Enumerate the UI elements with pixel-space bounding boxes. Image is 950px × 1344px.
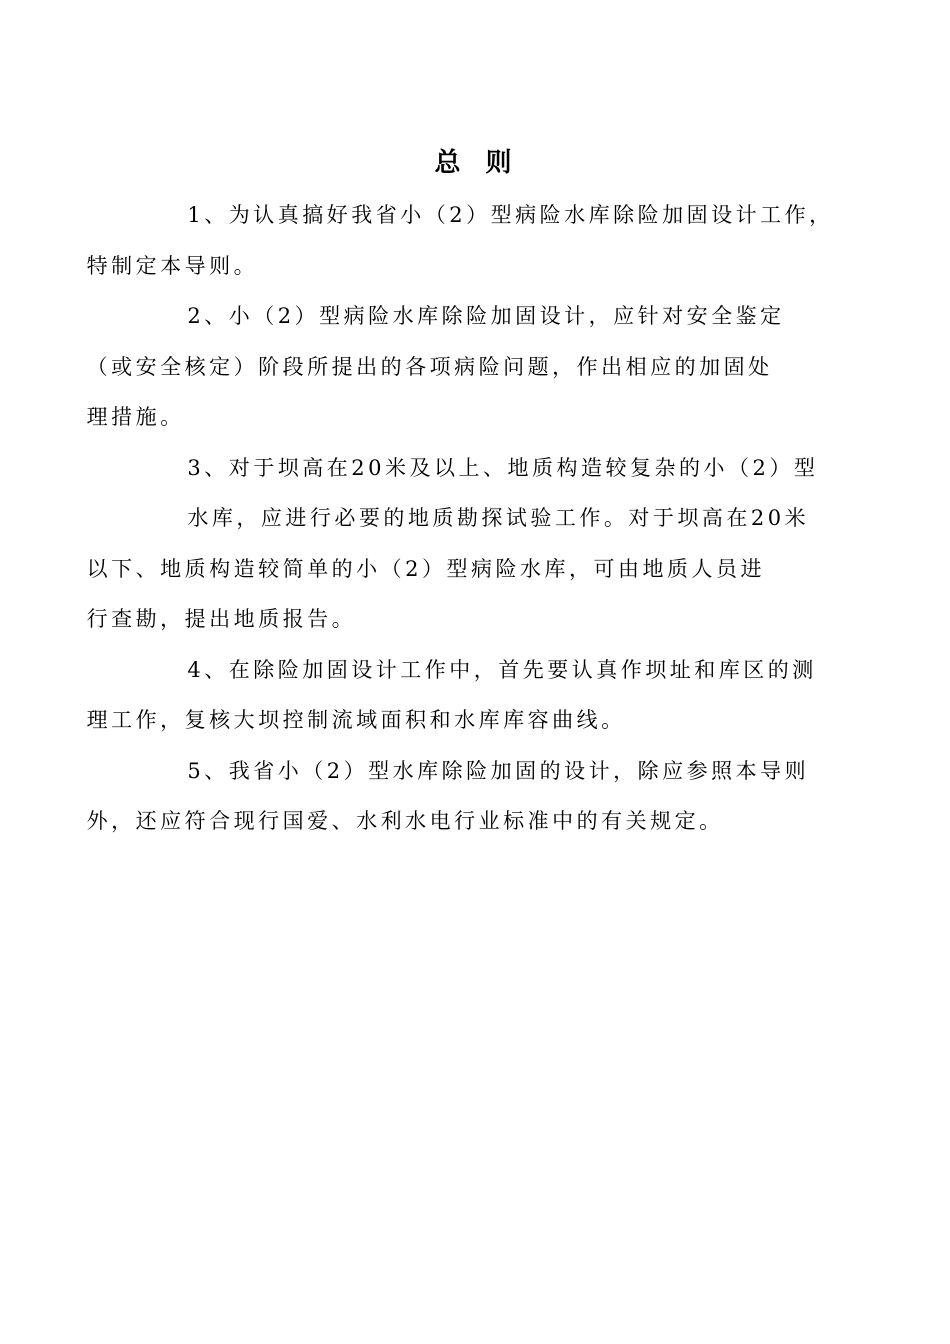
- paragraph-line: 1、为认真搞好我省小（2）型病险水库除险加固设计工作，: [187, 203, 834, 227]
- paragraph-line: 4、在除险加固设计工作中，首先要认真作坝址和库区的测: [187, 657, 817, 682]
- document-body: [86, 190, 834, 847]
- paragraph-line: 2、小（2）型病险水库除险加固设计，应针对安全鉴定: [187, 304, 785, 328]
- paragraph-line: 3、对于坝高在20米及以上、地质构造较复杂的小（2）型: [187, 455, 819, 480]
- paragraph-line: （或安全核定）阶段所提出的各项病险问题，作出相应的加固处: [86, 354, 773, 379]
- document-page: [86, 0, 834, 1344]
- paragraph-line: 理措施。: [86, 405, 185, 429]
- paragraph-line: 外，还应符合现行国爱、水利水电行业标准中的有关规定。: [86, 809, 724, 833]
- paragraph-2: [86, 291, 817, 443]
- paragraph-5: [86, 746, 817, 847]
- paragraph-line: 5、我省小（2）型水库除险加固的设计，除应参照本导则: [187, 758, 810, 783]
- paragraph-line: 特制定本导则。: [86, 253, 259, 278]
- paragraph-line: 以下、地质构造较简单的小（2）型病险水库，可由地质人员进: [86, 556, 765, 581]
- paragraph-3: [86, 443, 819, 645]
- paragraph-line: 理工作，复核大坝控制流域面积和水库库容曲线。: [86, 708, 626, 732]
- paragraph-line: 水库，应进行必要的地质勘探试验工作。对于坝高在20米: [187, 506, 810, 530]
- paragraph-4: [86, 645, 817, 746]
- paragraph-line: 行查勘，提出地质报告。: [86, 607, 357, 631]
- document-title: 总 则: [434, 148, 520, 178]
- paragraph-1: [86, 190, 834, 291]
